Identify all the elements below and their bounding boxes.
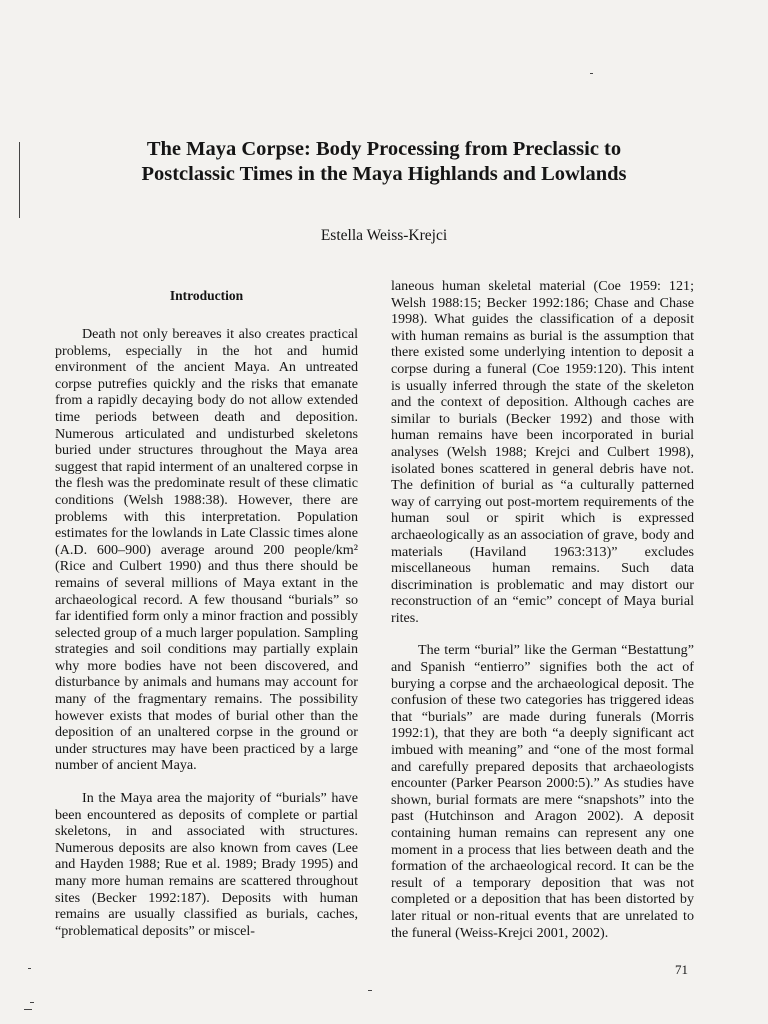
scan-mark-dot — [24, 1009, 32, 1010]
paper-title — [60, 137, 708, 187]
paper-title-line: Postclassic Times in the Maya Highlands and Lowlands — [141, 163, 627, 185]
scan-mark-dot — [30, 1002, 34, 1003]
left-column — [55, 278, 358, 939]
page-number: 71 — [675, 962, 688, 977]
scan-mark-margin-line — [19, 142, 20, 218]
paper-title-line: The Maya Corpse: Body Processing from Preclassic to — [146, 138, 622, 160]
body-paragraph-continued: laneous human skeletal material (Coe 1959: 121; Welsh 1988:15; Becker 1992:186; Chase and Chase 1998). What guides the classification of a deposit with human remains as burial is the assumption that there existed some underlying intention to deposit a corpse during a funeral (Coe 1959:120). This intent is usually inferred through the state of the skeleton and the context of deposition. Although caches are similar to burials (Becker 1992) and those with human remains have been incorporated in burial analyses (Welsh 1988; Krejci and Culbert 1998), isolated bones scattered in general debris have not. The definition of burial as “a culturally patterned way of carrying out post-mortem requirements of the human soul or spirit which is expressed archaeologically as an association of grave, body and materials (Haviland 1963:313)” excludes miscellaneous human remains. Such data discrimination is problematic and may distort our reconstruction of an “emic” concept of Maya burial rites. — [391, 278, 694, 626]
right-column — [391, 278, 694, 941]
scan-mark-dot — [590, 73, 593, 74]
scan-mark-dot — [28, 968, 31, 969]
body-paragraph: The term “burial” like the German “Bestattung” and Spanish “entierro” signifies both the act of burying a corpse and the archaeological deposit. The confusion of these two categories has triggered ideas that “burials” are made during funerals (Morris 1992:1), that they are both “a deeply significant act imbued with meaning” and “one of the most formal and carefully prepared deposits that archaeologists encounter (Parker Pearson 2000:5).” As studies have shown, burial formats are mere “snapshots” into the past (Hutchinson and Aragon 2002). A deposit containing human remains can represent any one moment in a process that lies between death and the formation of the archaeological record. It can be the result of a temporary deposition that was not completed or a deposition that has been distorted by later ritual or non-ritual events that are unrelated to the funeral (Weiss-Krejci 2001, 2002). — [391, 642, 694, 941]
section-heading: Introduction — [169, 288, 244, 303]
paper-author: Estella Weiss-Krejci — [320, 227, 448, 244]
body-paragraph: In the Maya area the majority of “burials” have been encountered as deposits of complete or partial skeletons, in and associated with structures. Numerous deposits are also known from caves (Lee and Hayden 1988; Rue et al. 1989; Brady 1995) and many more human remains are scattered throughout sites (Becker 1992:187). Deposits with human remains are usually classified as burials, caches, “problematical deposits” or miscel- — [55, 790, 358, 939]
body-paragraph: Death not only bereaves it also creates practical problems, especially in the hot and humid environment of the ancient Maya. An untreated corpse putrefies quickly and the risks that emanate from a rapidly decaying body do not allow extended time periods between death and deposition. Numerous articulated and undisturbed skeletons buried under structures throughout the Maya area suggest that rapid interment of an unaltered corpse in the flesh was the predominate result of these climatic conditions (Welsh 1988:38). However, there are problems with this interpretation. Population estimates for the lowlands in Late Classic times alone (A.D. 600–900) average around 200 people/km² (Rice and Culbert 1990) and thus there should be remains of several millions of Maya extant in the archaeological record. A few thousand “burials” so far identified form only a minor fraction and possibly selected group of a much larger population. Sampling strategies and soil conditions may partially explain why more bodies have not been discovered, and disturbance by animals and humans may account for many of the fragmentary remains. The possibility however exists that modes of burial other than the deposition of an unaltered corpse in the ground or under structures may have been practiced by a large number of ancient Maya. — [55, 326, 358, 774]
scan-mark-dot — [368, 990, 372, 991]
